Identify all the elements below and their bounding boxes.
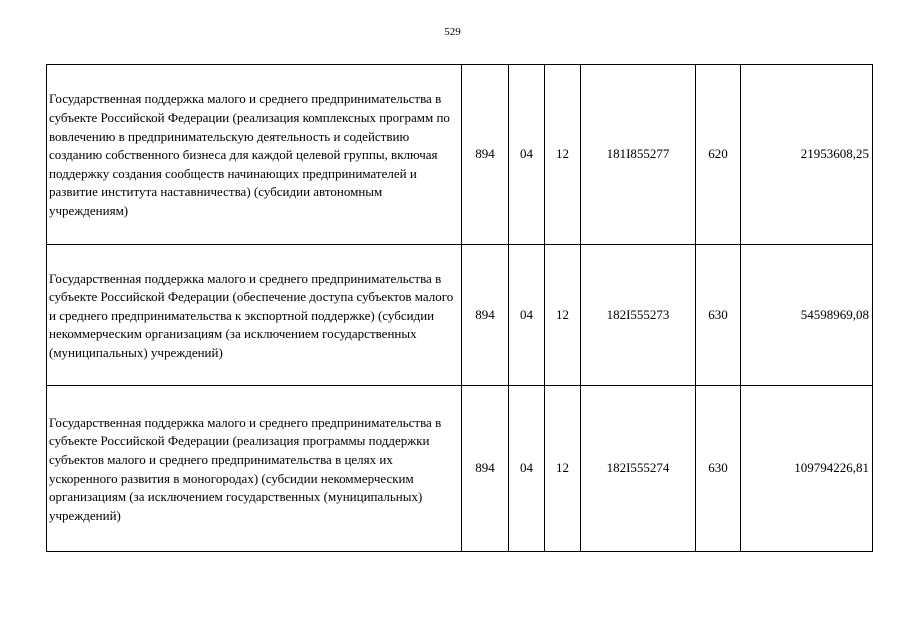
subsection-code-cell: 12 xyxy=(545,386,581,552)
expense-name-cell: Государственная поддержка малого и среднего предпринимательства в субъекте Российской Федерации (реализация комплексных программ по вовлечению в предпринимательскую деятельность и содействию созданию собственного бизнеса для каждой целевой группы, включая поддержку создания сообществ начинающих предпринимателей и развитие института наставничества) (субсидии автономным учреждениям) xyxy=(47,65,462,245)
amount-cell: 54598969,08 xyxy=(741,245,873,386)
expense-type-cell: 630 xyxy=(696,386,741,552)
grbs-code-cell: 894 xyxy=(462,386,509,552)
subsection-code-cell: 12 xyxy=(545,245,581,386)
grbs-code-cell: 894 xyxy=(462,245,509,386)
expense-name-cell: Государственная поддержка малого и среднего предпринимательства в субъекте Российской Федерации (обеспечение доступа субъектов малого и среднего предпринимательства к экспортной поддержке) (субсидии некоммерческим организациям (за исключением государственных (муниципальных) учреждений) xyxy=(47,245,462,386)
table-row xyxy=(47,386,873,552)
expense-name-cell: Государственная поддержка малого и среднего предпринимательства в субъекте Российской Федерации (реализация программы поддержки субъектов малого и среднего предпринимательства в целях их ускоренного развития в моногородах) (субсидии некоммерческим организациям (за исключением государственных (муниципальных) учреждений) xyxy=(47,386,462,552)
section-code-cell: 04 xyxy=(509,65,545,245)
amount-cell: 21953608,25 xyxy=(741,65,873,245)
expense-type-cell: 630 xyxy=(696,245,741,386)
target-article-cell: 181I855277 xyxy=(581,65,696,245)
target-article-cell: 182I555274 xyxy=(581,386,696,552)
expense-type-cell: 620 xyxy=(696,65,741,245)
table-row xyxy=(47,65,873,245)
target-article-cell: 182I555273 xyxy=(581,245,696,386)
section-code-cell: 04 xyxy=(509,245,545,386)
budget-table xyxy=(46,64,873,552)
subsection-code-cell: 12 xyxy=(545,65,581,245)
section-code-cell: 04 xyxy=(509,386,545,552)
page-number: 529 xyxy=(444,26,461,38)
table-row xyxy=(47,245,873,386)
grbs-code-cell: 894 xyxy=(462,65,509,245)
amount-cell: 109794226,81 xyxy=(741,386,873,552)
